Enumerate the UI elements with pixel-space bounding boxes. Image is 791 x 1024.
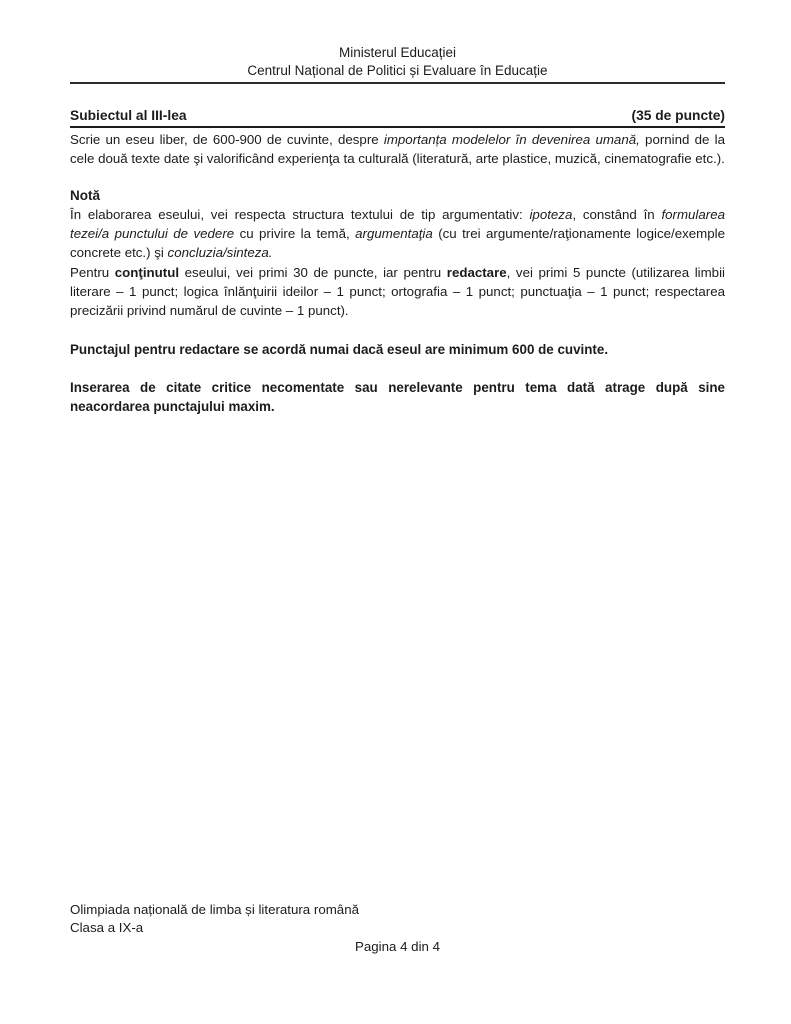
ministry-name: Ministerul Educației: [338, 45, 457, 60]
citation-note: Inserarea de citate critice necomentate sau nerelevante pentru tema dată atrage după sine neacordarea punctajului maxim.: [70, 379, 725, 415]
text-run: cu privire la temă,: [234, 226, 356, 242]
subject-points: (35 de puncte): [631, 108, 725, 123]
text-run: concluzia/sinteza.: [167, 245, 273, 261]
text-run: În elaborarea eseului, vei respecta structura textului de tip argumentativ:: [70, 206, 530, 222]
scoring-paragraph: [70, 263, 725, 321]
intro-paragraph: [70, 130, 725, 169]
footer-olympiad-name: Olimpiada națională de limba și literatura română: [70, 902, 359, 917]
text-run: (cu trei argumente/raţionamente logice/exemple concrete etc.) şi: [70, 226, 725, 261]
footer-class: Clasa a IX-a: [70, 920, 144, 936]
text-run: , vei primi 5 puncte (utilizarea limbii literare – 1 punct; logica înlănţuirii ideilor – 1 punct; ortografia – 1 punct; punctuaţia – 1 punct; respectarea precizării privind numărul de cuvinte – 1 punct).: [70, 264, 725, 319]
redactare-note: Punctajul pentru redactare se acordă numai dacă eseul are minimum 600 de cuvinte.: [70, 341, 609, 357]
text-run: redactare: [446, 264, 507, 280]
center-name: Centrul Național de Politici și Evaluare în Educație: [247, 62, 548, 78]
document-header: [70, 44, 725, 79]
nota-paragraph: [70, 205, 725, 263]
text-run: pornind de la cele două texte date şi valorificând experienţa ta culturală (literatură, arte plastice, muzică, cinematografie etc.).: [70, 132, 725, 167]
subject-row: [70, 108, 725, 128]
subject-title: Subiectul al III-lea: [70, 108, 187, 123]
text-run: importanța modelelor în devenirea umană,: [383, 132, 640, 147]
text-run: conţinutul: [114, 264, 180, 280]
text-run: Pentru: [70, 264, 115, 280]
text-run: formularea tezei/a punctului de vedere: [70, 206, 725, 242]
text-run: ipoteza: [529, 206, 573, 222]
header-rule: [70, 82, 725, 84]
text-run: Scrie un eseu liber, de 600-900 de cuvinte, despre: [70, 132, 384, 147]
text-run: argumentaţia: [355, 226, 433, 242]
nota-heading: Notă: [70, 187, 100, 203]
document-footer: [70, 901, 725, 956]
text-run: , constând în: [572, 206, 662, 222]
footer-page-number: Pagina 4 din 4: [354, 938, 441, 954]
text-run: eseului, vei primi 30 de puncte, iar pentru: [179, 264, 447, 280]
